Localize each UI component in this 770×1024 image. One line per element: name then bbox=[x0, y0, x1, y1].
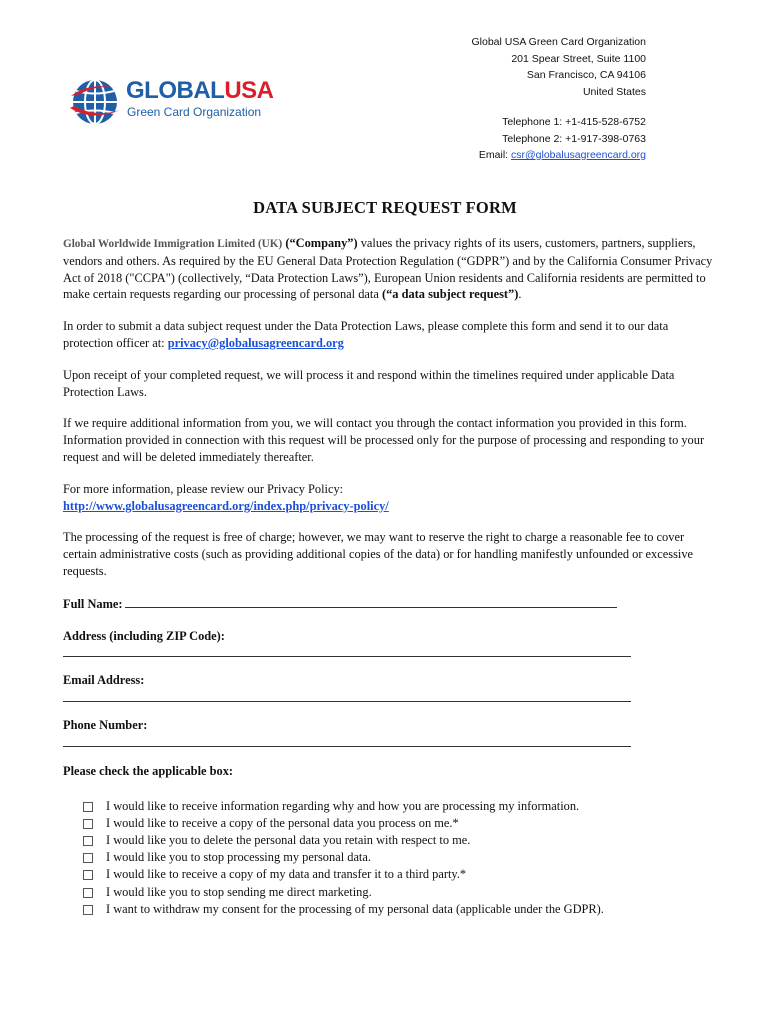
full-name-field bbox=[63, 595, 713, 613]
submit-paragraph bbox=[63, 318, 713, 352]
checkbox-label: I would like you to stop sending me direct marketing. bbox=[106, 884, 372, 899]
logo-brand-global: GLOBAL bbox=[126, 77, 225, 104]
company-logo bbox=[68, 74, 278, 130]
receipt-paragraph: Upon receipt of your completed request, we will process it and respond within the timelines required under applicable Data Protection Laws. bbox=[63, 367, 675, 399]
phone-input[interactable] bbox=[63, 736, 631, 747]
email-input[interactable] bbox=[63, 691, 631, 702]
logo-brand-usa: USA bbox=[224, 77, 274, 104]
company-name: Global Worldwide Immigration Limited (UK) bbox=[63, 238, 283, 250]
checkbox[interactable] bbox=[83, 870, 93, 880]
request-term: (“a data subject request”) bbox=[381, 287, 519, 302]
list-item bbox=[83, 901, 713, 918]
org-name: Global USA Green Card Organization bbox=[471, 36, 646, 48]
email-label: Email: bbox=[478, 149, 512, 161]
list-item bbox=[83, 815, 713, 832]
checkbox[interactable] bbox=[83, 853, 93, 863]
email-label: Email Address: bbox=[63, 673, 145, 688]
list-item bbox=[83, 832, 713, 849]
privacy-email-link[interactable]: privacy@globalusagreencard.org bbox=[167, 335, 344, 350]
policy-text: For more information, please review our Privacy Policy: bbox=[63, 481, 344, 496]
city-address: San Francisco, CA 94106 bbox=[526, 69, 646, 81]
form-body bbox=[63, 235, 713, 918]
intro-text: values the privacy rights of its users, customers, partners, suppliers, vendors and others. As required by the EU General Data Protection Regulation (“GDPR”) and by the California Consumer Privacy Act of 2018 ("CCPA") (collectively, “Data Protection Laws”), European Union residents and California residents are permitted to make certain requests regarding our processing of personal data bbox=[63, 236, 713, 302]
checkbox-list bbox=[83, 798, 713, 918]
list-item bbox=[83, 866, 713, 883]
policy-paragraph bbox=[63, 481, 713, 515]
full-name-label: Full Name: bbox=[63, 596, 123, 611]
checkbox-label: I would like to receive a copy of my data and transfer it to a third party.* bbox=[106, 867, 467, 882]
charge-paragraph: The processing of the request is free of charge; however, we may want to reserve the right to charge a reasonable fee to cover certain administrative costs (such as providing additional copies of the data) or for handling manifestly unfounded or excessive requests. bbox=[63, 530, 694, 578]
country: United States bbox=[582, 85, 646, 98]
intro-end: . bbox=[518, 287, 522, 302]
logo-tagline: Green Card Organization bbox=[127, 105, 262, 119]
additional-info-paragraph: If we require additional information from you, we will contact you through the contact information you provided in this form. Information provided in connection with this request will be processed only for the purpose of processing and responding to your request and will be deleted immediately thereafter. bbox=[63, 416, 705, 464]
contact-block bbox=[471, 34, 646, 164]
telephone-2: Telephone 2: +1-917-398-0763 bbox=[502, 132, 646, 145]
address-label: Address (including ZIP Code): bbox=[63, 628, 225, 643]
checkbox-label: I would like to receive information regarding why and how you are processing my information. bbox=[106, 798, 580, 813]
list-item bbox=[83, 849, 713, 866]
email-field bbox=[63, 672, 713, 702]
checkbox-label: I would like you to delete the personal data you retain with respect to me. bbox=[106, 833, 471, 848]
list-item bbox=[83, 884, 713, 901]
privacy-policy-link[interactable]: http://www.globalusagreencard.org/index.php/privacy-policy/ bbox=[63, 498, 389, 513]
address-input[interactable] bbox=[63, 646, 631, 657]
checkbox[interactable] bbox=[83, 905, 93, 915]
submit-text: In order to submit a data subject request under the Data Protection Laws, please complete this form and send it to our data protection officer at: bbox=[63, 319, 669, 350]
address-field bbox=[63, 628, 713, 658]
checkbox[interactable] bbox=[83, 819, 93, 829]
intro-paragraph bbox=[63, 235, 713, 303]
phone-label: Phone Number: bbox=[63, 718, 148, 733]
street-address: 201 Spear Street, Suite 1100 bbox=[511, 52, 646, 65]
checkbox-heading: Please check the applicable box: bbox=[63, 763, 234, 778]
company-tag: (“Company”) bbox=[285, 236, 358, 250]
checkbox[interactable] bbox=[83, 836, 93, 846]
checkbox-label: I want to withdraw my consent for the processing of my personal data (applicable under the GDPR). bbox=[106, 901, 604, 916]
checkbox[interactable] bbox=[83, 888, 93, 898]
list-item bbox=[83, 798, 713, 815]
contact-email bbox=[471, 147, 646, 164]
phone-field bbox=[63, 717, 713, 747]
checkbox-label: I would like to receive a copy of the personal data you process on me.* bbox=[106, 815, 459, 830]
contact-email-link[interactable]: csr@globalusagreencard.org bbox=[511, 149, 646, 161]
checkbox-section bbox=[63, 763, 713, 918]
full-name-input[interactable] bbox=[125, 595, 617, 608]
telephone-1: Telephone 1: +1-415-528-6752 bbox=[502, 116, 646, 128]
checkbox[interactable] bbox=[83, 802, 93, 812]
checkbox-label: I would like you to stop processing my personal data. bbox=[106, 850, 371, 865]
page-title: DATA SUBJECT REQUEST FORM bbox=[253, 198, 517, 217]
